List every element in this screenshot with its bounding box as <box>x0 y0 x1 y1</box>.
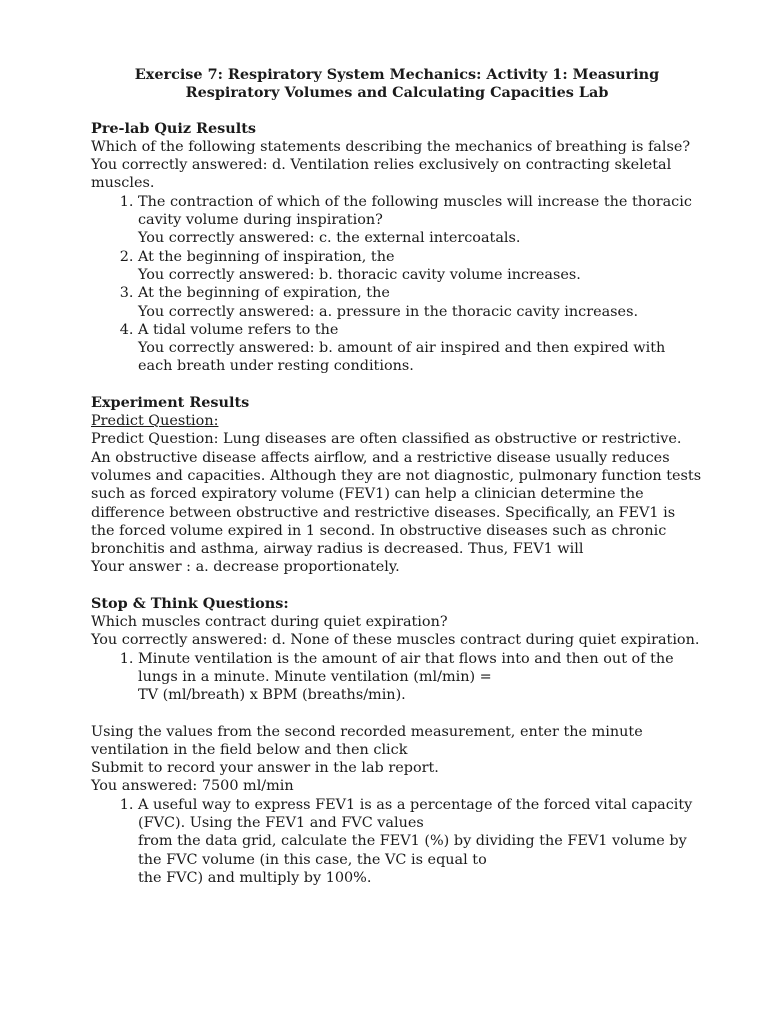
predict-subheading: Predict Question: <box>91 413 219 430</box>
prelab-question: 1. The contraction of which of the following muscles will increase the thoracic cavity volume during inspiration? <box>138 193 692 229</box>
prelab-section <box>91 120 703 376</box>
instruction-line-1: Using the values from the second recorded measurement, enter the minute ventilation in the field below and then click <box>91 723 643 758</box>
predict-question-text: Predict Question: Lung diseases are often classified as obstructive or restrictive. An obstructive disease affects airflow, and a restrictive disease usually reduces volumes and capacities. Although they are not diagnostic, pulmonary function tests such as forced expiratory volume (FEV1) can help a clinician determine the difference between obstructive and restrictive diseases. Specifically, an FEV1 is the forced volume expired in 1 second. In obstructive diseases such as chronic bronchitis and asthma, airway radius is decreased. Thus, FEV1 will <box>91 431 702 558</box>
stop-think-section <box>91 595 703 887</box>
list-item <box>138 796 703 887</box>
predict-answer: Your answer : a. decrease proportionately. <box>91 559 400 576</box>
stop-think-intro-answer: You correctly answered: d. None of these muscles contract during quiet expiration. <box>91 632 700 649</box>
you-answered: You answered: 7500 ml/min <box>91 778 294 795</box>
list-item <box>138 193 703 248</box>
fev1-text-line-1: 1. A useful way to express FEV1 is as a percentage of the forced vital capacity (FVC). Using the FEV1 and FVC values <box>138 796 693 831</box>
experiment-section <box>91 394 703 577</box>
list-item <box>138 650 703 705</box>
stop-think-heading: Stop & Think Questions: <box>91 594 289 612</box>
prelab-question: 2. At the beginning of inspiration, the <box>138 248 395 265</box>
minute-ventilation-formula: TV (ml/breath) x BPM (breaths/min). <box>138 687 406 704</box>
prelab-answer: You correctly answered: b. thoracic cavity volume increases. <box>138 266 581 283</box>
document-title: Exercise 7: Respiratory System Mechanics: Activity 1: Measuring Respiratory Volumes and Calculating Capacities Lab <box>134 66 660 102</box>
instruction-line-2: Submit to record your answer in the lab report. <box>91 760 439 777</box>
prelab-question-list <box>91 193 703 376</box>
stop-think-list-2 <box>91 796 703 887</box>
prelab-intro-answer: You correctly answered: d. Ventilation relies exclusively on contracting skeletal muscles. <box>91 157 672 192</box>
experiment-heading: Experiment Results <box>91 393 250 411</box>
prelab-question: 4. A tidal volume refers to the <box>138 321 339 338</box>
stop-think-intro-question: Which muscles contract during quiet expiration? <box>91 614 448 631</box>
prelab-answer: You correctly answered: c. the external intercoatals. <box>138 230 521 247</box>
list-item <box>138 284 703 321</box>
prelab-answer: You correctly answered: a. pressure in the thoracic cavity increases. <box>138 303 639 320</box>
fev1-text-line-2: from the data grid, calculate the FEV1 (%) by dividing the FEV1 volume by the FVC volume (in this case, the VC is equal to <box>138 833 687 868</box>
stop-think-list-1 <box>91 650 703 705</box>
minute-ventilation-definition: 1. Minute ventilation is the amount of air that flows into and then out of the lungs in a minute. Minute ventilation (ml/min) = <box>138 650 674 685</box>
document-page <box>91 66 703 887</box>
prelab-intro-question: Which of the following statements describing the mechanics of breathing is false? <box>91 138 691 155</box>
prelab-question: 3. At the beginning of expiration, the <box>138 285 390 302</box>
fev1-text-line-3: the FVC) and multiply by 100%. <box>138 869 372 886</box>
list-item <box>138 321 703 376</box>
prelab-answer: You correctly answered: b. amount of air inspired and then expired with each breath under resting conditions. <box>138 340 666 375</box>
prelab-heading: Pre-lab Quiz Results <box>91 119 256 137</box>
list-item <box>138 248 703 285</box>
